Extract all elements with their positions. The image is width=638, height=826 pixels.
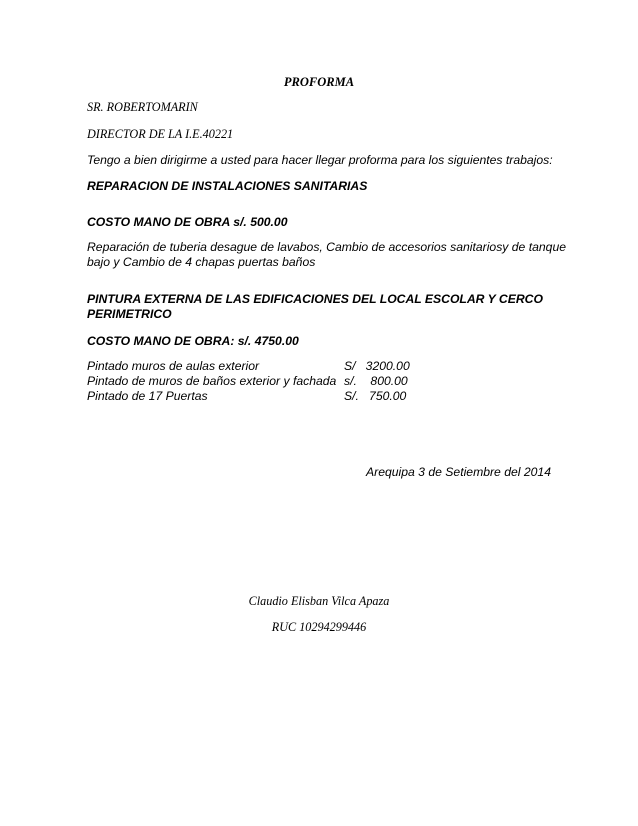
item-amount: S/. 750.00 (344, 389, 407, 403)
recipient-position: DIRECTOR DE LA I.E.40221 (87, 127, 234, 141)
intro-text: Tengo a bien dirigirme a usted para hacer llegar proforma para los siguientes trabajos: (87, 153, 553, 167)
section2-cost: COSTO MANO DE OBRA: s/. 4750.00 (87, 334, 299, 348)
item-amount: s/. 800.00 (344, 374, 408, 388)
section2-heading-line2: PERIMETRICO (87, 307, 172, 321)
section1-heading: REPARACION DE INSTALACIONES SANITARIAS (87, 179, 368, 193)
section1-cost: COSTO MANO DE OBRA s/. 500.00 (87, 215, 288, 229)
signature-name: Claudio Elisban Vilca Apaza (248, 594, 390, 608)
signature-ruc: RUC 10294299446 (271, 620, 367, 634)
item-description: Pintado de muros de baños exterior y fachada (87, 374, 337, 388)
section1-description-line1: Reparación de tuberia desague de lavabos, Cambio de accesorios sanitariosy de tanque (87, 240, 567, 254)
item-description: Pintado muros de aulas exterior (87, 359, 260, 373)
date-line: Arequipa 3 de Setiembre del 2014 (366, 465, 551, 479)
item-amount: S/ 3200.00 (344, 359, 410, 373)
item-description: Pintado de 17 Puertas (87, 389, 208, 403)
document-title: PROFORMA (283, 75, 355, 89)
section2-heading-line1: PINTURA EXTERNA DE LAS EDIFICACIONES DEL LOCAL ESCOLAR Y CERCO (87, 292, 543, 306)
recipient-name: SR. ROBERTOMARIN (87, 100, 198, 114)
section1-description-line2: bajo y Cambio de 4 chapas puertas baños (87, 255, 316, 269)
